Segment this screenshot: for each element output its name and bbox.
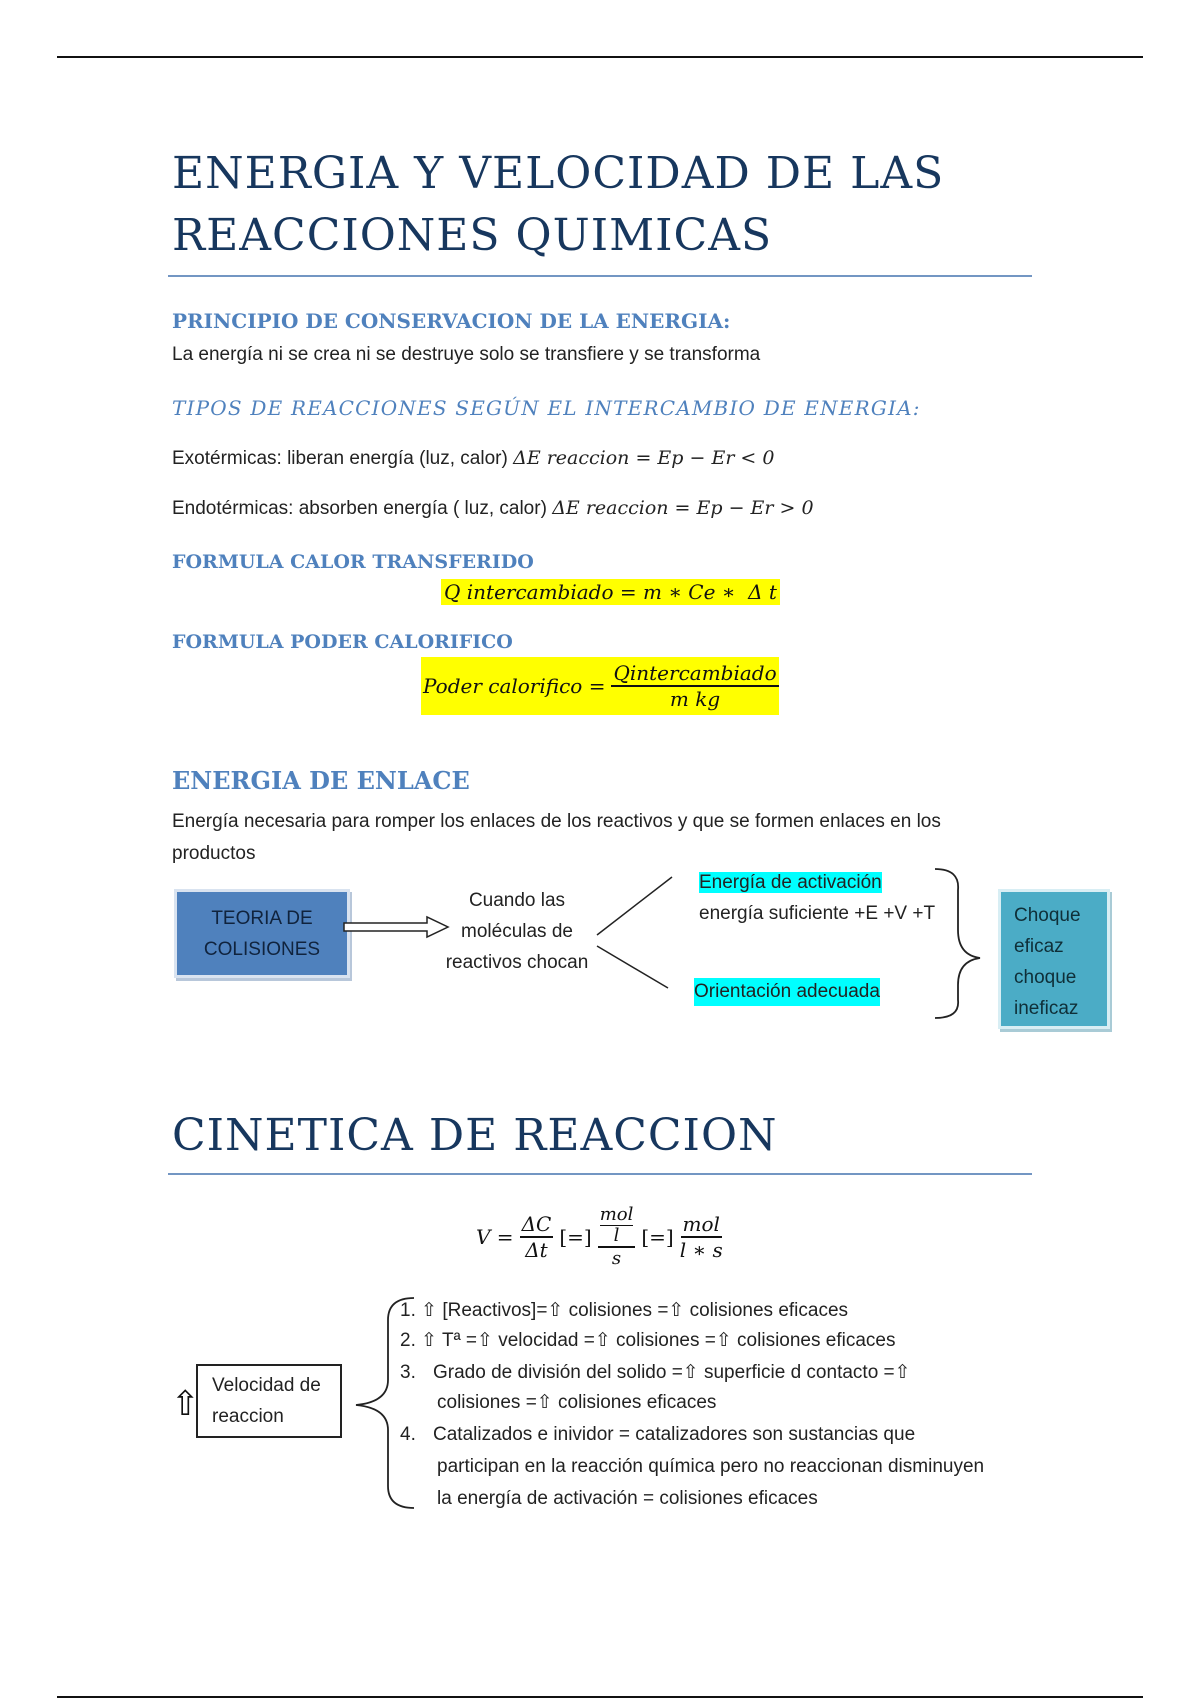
endothermic-text: Endotérmicas: absorben energía ( luz, calor) xyxy=(172,498,547,519)
formula-dc-dt xyxy=(520,1212,554,1262)
result-line-4: ineficaz xyxy=(1014,998,1079,1019)
branch-line-up xyxy=(597,877,672,935)
result-line-3: choque xyxy=(1014,967,1077,988)
factor-number: 1. xyxy=(400,1300,416,1321)
condition-line-3: reactivos chocan xyxy=(445,952,589,973)
title-line-2: REACCIONES QUIMICAS xyxy=(172,210,773,261)
formula-ls: l ∗ s xyxy=(679,1238,723,1263)
calorific-lhs: Poder calorifico = xyxy=(423,674,606,698)
factor-item-continuation xyxy=(437,1388,716,1418)
result-line-1: Choque xyxy=(1014,905,1081,926)
factor-item xyxy=(400,1326,895,1356)
formula-v: V = xyxy=(476,1225,514,1250)
bond-heading: ENERGIA DE ENLACE xyxy=(172,766,470,795)
formula-mol-l-s xyxy=(598,1205,636,1269)
formula-mol-2: mol xyxy=(682,1212,720,1237)
factor-text: ⇧ Tª =⇧ velocidad =⇧ colisiones =⇧ colisiones eficaces xyxy=(421,1330,896,1351)
formula-l: l xyxy=(613,1224,620,1246)
factor-number: 2. xyxy=(400,1330,416,1351)
condition-line-2: moléculas de xyxy=(461,921,573,942)
formula-equiv-1: [=] xyxy=(559,1225,592,1250)
velocity-box-line-1: Velocidad de xyxy=(212,1375,321,1396)
factor-number: 3. xyxy=(400,1362,416,1383)
exothermic-text: Exotérmicas: liberan energía (luz, calor) xyxy=(172,448,508,469)
velocity-up-arrow-icon: ⇧ xyxy=(171,1384,200,1424)
formula-equiv-2: [=] xyxy=(641,1225,674,1250)
calorific-numerator: Qintercambiado xyxy=(613,661,777,685)
factor-text: la energía de activación = colisiones eficaces xyxy=(437,1488,818,1509)
factor-text: Grado de división del solido =⇧ superficie d contacto =⇧ xyxy=(433,1362,911,1383)
velocity-box xyxy=(196,1364,342,1438)
formula-dt: Δt xyxy=(525,1238,548,1263)
title-line-1: ENERGIA Y VELOCIDAD DE LAS xyxy=(172,148,945,199)
formula-dc: ΔC xyxy=(521,1212,552,1237)
bond-text-line-1: Energía necesaria para romper los enlaces de los reactivos y que se formen enlaces en los xyxy=(172,811,941,832)
collision-box-line-2: COLISIONES xyxy=(203,938,321,960)
conservation-heading: PRINCIPIO DE CONSERVACION DE LA ENERGIA: xyxy=(172,309,731,333)
factor-number: 4. xyxy=(400,1424,416,1445)
collision-box-line-1: TEORIA DE xyxy=(211,907,313,929)
exothermic-formula: ΔE reaccion = Ep − Er < 0 xyxy=(513,447,775,469)
branch-line-down xyxy=(597,946,668,988)
collision-result-box xyxy=(998,889,1110,1029)
velocity-formula xyxy=(476,1205,723,1269)
collision-condition xyxy=(436,885,598,978)
velocity-box-line-2: reaccion xyxy=(212,1406,284,1427)
result-line-2: eficaz xyxy=(1014,936,1064,957)
factor-item xyxy=(400,1358,911,1388)
orientation-label: Orientación adecuada xyxy=(694,978,880,1006)
calorific-denominator: m kg xyxy=(669,687,721,711)
factor-text: Catalizados e inividor = catalizadores son sustancias que xyxy=(433,1424,916,1445)
formula-mol-ls xyxy=(680,1212,723,1262)
right-curly-brace xyxy=(935,869,980,1018)
formula-mol-over-l xyxy=(598,1205,636,1248)
formula-s: s xyxy=(611,1247,622,1269)
factor-item xyxy=(400,1420,915,1450)
bottom-page-rule xyxy=(57,1696,1143,1698)
formula-mol: mol xyxy=(599,1204,634,1225)
heat-formula: Q intercambiado = m ∗ Ce ∗ Δ t xyxy=(441,579,780,605)
kinetics-underline xyxy=(168,1173,1032,1175)
activation-energy-label: Energía de activación xyxy=(699,872,882,893)
bond-text-line-2: productos xyxy=(172,843,256,864)
endothermic-formula: ΔE reaccion = Ep − Er > 0 xyxy=(552,497,814,519)
types-heading: TIPOS DE REACCIONES SEGÚN EL INTERCAMBIO DE ENERGIA: xyxy=(172,396,921,420)
hollow-arrow xyxy=(344,917,448,937)
factor-text: ⇧ [Reactivos]=⇧ colisiones =⇧ colisiones eficaces xyxy=(421,1300,849,1321)
activation-energy xyxy=(699,867,935,929)
heat-heading: FORMULA CALOR TRANSFERIDO xyxy=(172,551,534,573)
factor-text: participan en la reacción química pero no reaccionan disminuyen xyxy=(437,1456,985,1477)
calorific-heading: FORMULA PODER CALORIFICO xyxy=(172,631,513,653)
factor-item-continuation xyxy=(437,1484,818,1514)
condition-line-1: Cuando las xyxy=(468,890,566,911)
activation-energy-subtext: energía suficiente +E +V +T xyxy=(699,903,936,924)
kinetics-heading: CINETICA DE REACCION xyxy=(172,1110,778,1161)
factor-item xyxy=(400,1296,848,1326)
factor-item-continuation xyxy=(437,1452,984,1482)
conservation-text: La energía ni se crea ni se destruye solo se transfiere y se transforma xyxy=(172,344,761,365)
factor-text: colisiones =⇧ colisiones eficaces xyxy=(437,1392,717,1413)
